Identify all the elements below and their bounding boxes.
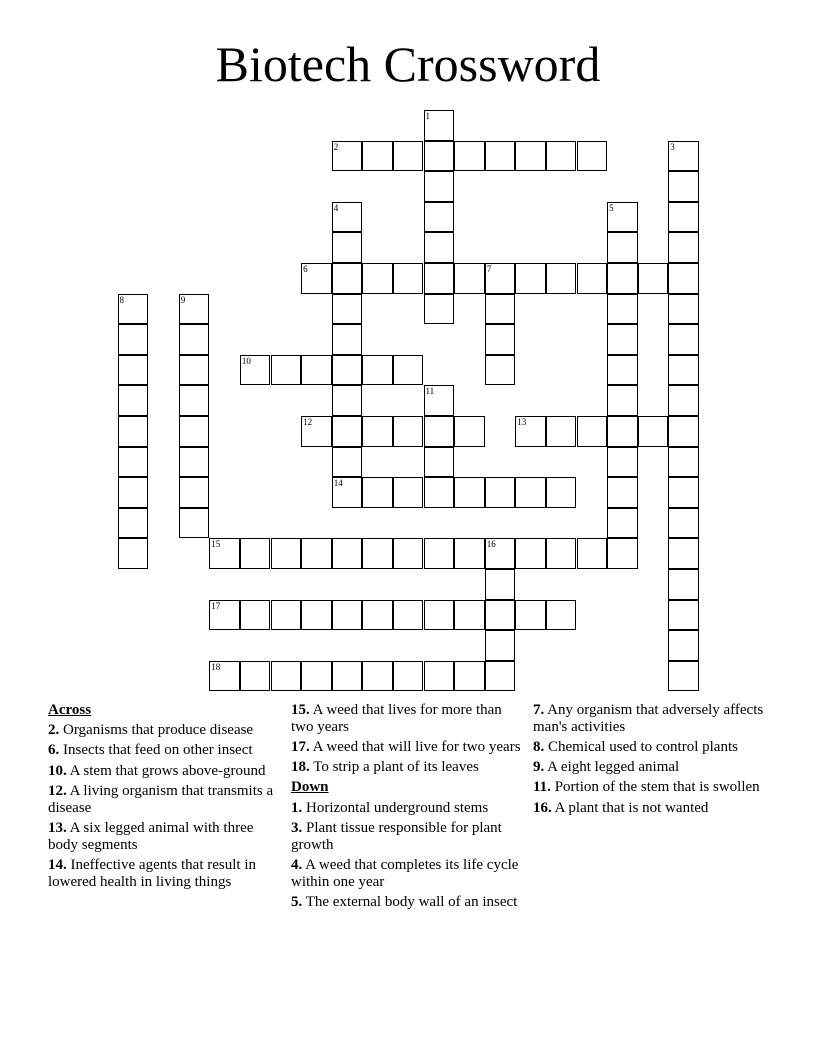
grid-cell[interactable] [485,538,516,569]
grid-cell[interactable] [332,477,363,508]
grid-cell[interactable] [424,171,455,202]
clue-text: Chemical used to control plants [544,738,738,755]
grid-cell[interactable] [577,141,608,172]
grid-cell[interactable] [485,569,516,600]
grid-cell[interactable] [332,294,363,325]
grid-cell[interactable] [607,355,638,386]
grid-cell[interactable] [362,477,393,508]
clue-label: 7. [533,702,545,718]
grid-cell[interactable] [607,202,638,233]
grid-cell[interactable] [393,416,424,447]
clue-number: 2 [333,141,339,152]
grid-cell[interactable] [515,477,546,508]
clue-number: 18 [211,661,221,672]
clue-text: A weed that will live for two years [309,738,521,755]
grid-cell[interactable] [301,416,332,447]
grid-cell[interactable] [607,538,638,569]
grid-cell[interactable] [668,294,699,325]
clue [48,857,280,891]
grid-cell[interactable] [332,447,363,478]
grid-cell[interactable] [485,630,516,661]
clue [533,702,765,736]
grid-cell[interactable] [362,141,393,172]
grid-cell[interactable] [454,538,485,569]
clue-label: 18. [291,759,310,776]
grid-cell[interactable] [393,538,424,569]
clue [48,742,280,759]
grid-cell[interactable] [424,294,455,325]
clue-number: 7 [486,264,492,274]
grid-cell[interactable] [515,141,546,172]
grid-cell[interactable] [607,477,638,508]
clue-label: 5. [291,893,303,910]
grid-cell[interactable] [668,416,699,447]
grid-cell[interactable] [179,355,210,386]
grid-cell[interactable] [668,508,699,539]
grid-cell[interactable] [393,661,424,692]
grid-cell[interactable] [607,508,638,539]
grid-cell[interactable] [332,232,363,263]
grid-cell[interactable] [209,600,240,631]
grid-cell[interactable] [271,661,302,692]
grid-cell[interactable] [332,538,363,569]
down-header: Down [291,779,329,796]
clue-text: Portion of the stem that is swollen [550,779,760,796]
grid-cell[interactable] [668,324,699,355]
grid-cell[interactable] [393,600,424,631]
grid-cell[interactable] [577,538,608,569]
clue-label: 13. [48,819,67,836]
grid-cell[interactable] [301,263,332,294]
grid-cell[interactable] [424,141,455,172]
grid-cell[interactable] [240,600,271,631]
grid-cell[interactable] [240,538,271,569]
grid-cell[interactable] [485,263,516,294]
clue-number: 16 [486,539,496,550]
grid-cell[interactable] [179,508,210,539]
clue [291,800,523,817]
clue-number: 6 [303,264,308,274]
grid-cell[interactable] [240,355,271,386]
clue-text: Horizontal underground stems [302,799,489,816]
grid-cell[interactable] [271,355,302,386]
grid-cell[interactable] [546,538,577,569]
grid-cell[interactable] [668,600,699,631]
clue-label: 10. [48,762,67,779]
clue [48,722,280,739]
grid-cell[interactable] [332,202,363,233]
clue [533,759,765,776]
grid-cell[interactable] [607,416,638,447]
clue [291,702,523,736]
clues-column-3 [533,702,765,820]
grid-cell[interactable] [454,263,485,294]
grid-cell[interactable] [577,416,608,447]
grid-cell[interactable] [271,538,302,569]
clue-label: 4. [291,856,303,873]
clue-label: 6. [48,742,60,759]
grid-cell[interactable] [332,416,363,447]
clue-text: A weed that completes its life cycle within one year [291,856,519,890]
clue-label: 3. [291,819,303,836]
clue-number: 5 [609,202,614,213]
grid-cell[interactable] [424,538,455,569]
grid-cell[interactable] [332,385,363,416]
clue-number: 1 [425,111,430,121]
grid-cell[interactable] [668,355,699,386]
clues-column-2 [291,702,523,914]
grid-cell[interactable] [118,508,149,539]
clue-number: 17 [211,600,221,611]
grid-cell[interactable] [179,447,210,478]
grid-cell[interactable] [209,538,240,569]
grid-cell[interactable] [485,600,516,631]
clue-text: Plant tissue responsible for plant growth [291,819,502,853]
clue [48,820,280,854]
grid-cell[interactable] [607,385,638,416]
grid-cell[interactable] [546,263,577,294]
grid-cell[interactable] [118,447,149,478]
grid-cell[interactable] [393,141,424,172]
clue-text: A plant that is not wanted [551,799,709,816]
grid-cell[interactable] [332,600,363,631]
clue-label: 8. [533,738,545,755]
grid-cell[interactable] [424,416,455,447]
clue-label: 11. [533,779,551,796]
clue-number: 10 [241,355,251,366]
grid-cell[interactable] [179,477,210,508]
grid-cell[interactable] [485,324,516,355]
clue-text: The external body wall of an insect [302,893,518,910]
clue-text: To strip a plant of its leaves [309,759,479,776]
grid-cell[interactable] [332,324,363,355]
grid-cell[interactable] [607,447,638,478]
grid-cell[interactable] [424,600,455,631]
grid-cell[interactable] [607,232,638,263]
grid-cell[interactable] [515,538,546,569]
grid-cell[interactable] [515,263,546,294]
grid-cell[interactable] [607,294,638,325]
clue [291,857,523,891]
grid-cell[interactable] [607,324,638,355]
grid-cell[interactable] [118,416,149,447]
clue-number: 15 [211,539,221,550]
grid-cell[interactable] [301,355,332,386]
clue [533,739,765,756]
clue-label: 14. [48,856,67,873]
grid-cell[interactable] [332,355,363,386]
clue [291,759,523,776]
page-title: Biotech Crossword [215,36,601,92]
grid-cell[interactable] [118,324,149,355]
grid-cell[interactable] [362,355,393,386]
grid-cell[interactable] [454,416,485,447]
grid-cell[interactable] [301,538,332,569]
grid-cell[interactable] [393,355,424,386]
grid-cell[interactable] [332,263,363,294]
clue-text: A stem that grows above-ground [66,762,266,779]
grid-cell[interactable] [668,171,699,202]
grid-cell[interactable] [209,661,240,692]
grid-cell[interactable] [424,447,455,478]
grid-cell[interactable] [454,600,485,631]
grid-cell[interactable] [668,385,699,416]
grid-cell[interactable] [454,477,485,508]
grid-cell[interactable] [362,263,393,294]
grid-cell[interactable] [301,600,332,631]
grid-cell[interactable] [546,141,577,172]
clue [291,739,523,756]
grid-cell[interactable] [424,661,455,692]
grid-cell[interactable] [424,263,455,294]
clue-label: 9. [533,759,545,776]
grid-cell[interactable] [118,355,149,386]
grid-cell[interactable] [301,661,332,692]
grid-cell[interactable] [118,385,149,416]
clue-label: 16. [533,799,552,816]
clue-number: 8 [119,294,124,305]
clue-label: 17. [291,738,310,755]
clue [533,800,765,817]
grid-cell[interactable] [118,294,149,325]
grid-cell[interactable] [271,600,302,631]
grid-cell[interactable] [332,141,363,172]
clue [48,783,280,817]
grid-cell[interactable] [546,600,577,631]
grid-cell[interactable] [454,141,485,172]
clue-number: 4 [333,202,339,213]
clue-number: 12 [303,417,313,427]
grid-cell[interactable] [485,141,516,172]
grid-cell[interactable] [424,477,455,508]
clue-text: Any organism that adversely affects man's activities [533,702,764,735]
clue-number: 13 [517,417,527,427]
grid-cell[interactable] [485,294,516,325]
grid-cell[interactable] [515,600,546,631]
grid-cell[interactable] [638,416,669,447]
clue-number: 11 [425,386,435,397]
grid-cell[interactable] [668,447,699,478]
clue-number: 3 [670,141,675,152]
across-header: Across [48,702,92,718]
grid-cell[interactable] [454,661,485,692]
grid-cell[interactable] [668,232,699,263]
grid-cell[interactable] [485,661,516,692]
grid-cell[interactable] [668,569,699,600]
grid-cell[interactable] [118,538,149,569]
grid-cell[interactable] [362,538,393,569]
grid-cell[interactable] [515,416,546,447]
clue-text: A weed that lives for more than two years [291,702,502,735]
grid-cell[interactable] [179,324,210,355]
grid-cell[interactable] [546,416,577,447]
grid-cell[interactable] [179,416,210,447]
grid-cell[interactable] [393,263,424,294]
clue-text: A eight legged animal [544,759,680,776]
clue-number: 9 [180,294,186,305]
clue-label: 1. [291,799,303,816]
clue-text: Ineffective agents that result in lowered health in living things [48,856,256,890]
grid-cell[interactable] [362,600,393,631]
clue-label: 12. [48,782,67,799]
grid-cell[interactable] [668,477,699,508]
grid-cell[interactable] [485,477,516,508]
grid-cell[interactable] [668,141,699,172]
clue-label: 15. [291,702,310,718]
grid-cell[interactable] [179,294,210,325]
grid-cell[interactable] [668,630,699,661]
clue-text: Organisms that produce disease [59,722,254,739]
clues-column-1 [48,702,280,894]
clue-number: 14 [333,478,343,489]
clue [291,894,523,911]
clue [48,763,280,780]
grid-cell[interactable] [546,477,577,508]
grid-cell[interactable] [362,661,393,692]
grid-cell[interactable] [638,263,669,294]
clue-text: A living organism that transmits a disease [48,782,274,816]
grid-cell[interactable] [424,385,455,416]
clue [291,820,523,854]
grid-cell[interactable] [240,661,271,692]
grid-cell[interactable] [668,538,699,569]
grid-cell[interactable] [362,416,393,447]
grid-cell[interactable] [485,355,516,386]
grid-cell[interactable] [668,202,699,233]
grid-cell[interactable] [393,477,424,508]
grid-cell[interactable] [424,232,455,263]
grid-cell[interactable] [577,263,608,294]
grid-cell[interactable] [118,477,149,508]
grid-cell[interactable] [668,263,699,294]
grid-cell[interactable] [668,661,699,692]
clue-label: 2. [48,722,60,739]
grid-cell[interactable] [179,385,210,416]
clue [533,779,765,796]
grid-cell[interactable] [424,110,455,141]
grid-cell[interactable] [332,661,363,692]
clue-text: A six legged animal with three body segments [48,819,254,853]
grid-cell[interactable] [607,263,638,294]
grid-cell[interactable] [424,202,455,233]
clue-text: Insects that feed on other insect [59,742,253,759]
